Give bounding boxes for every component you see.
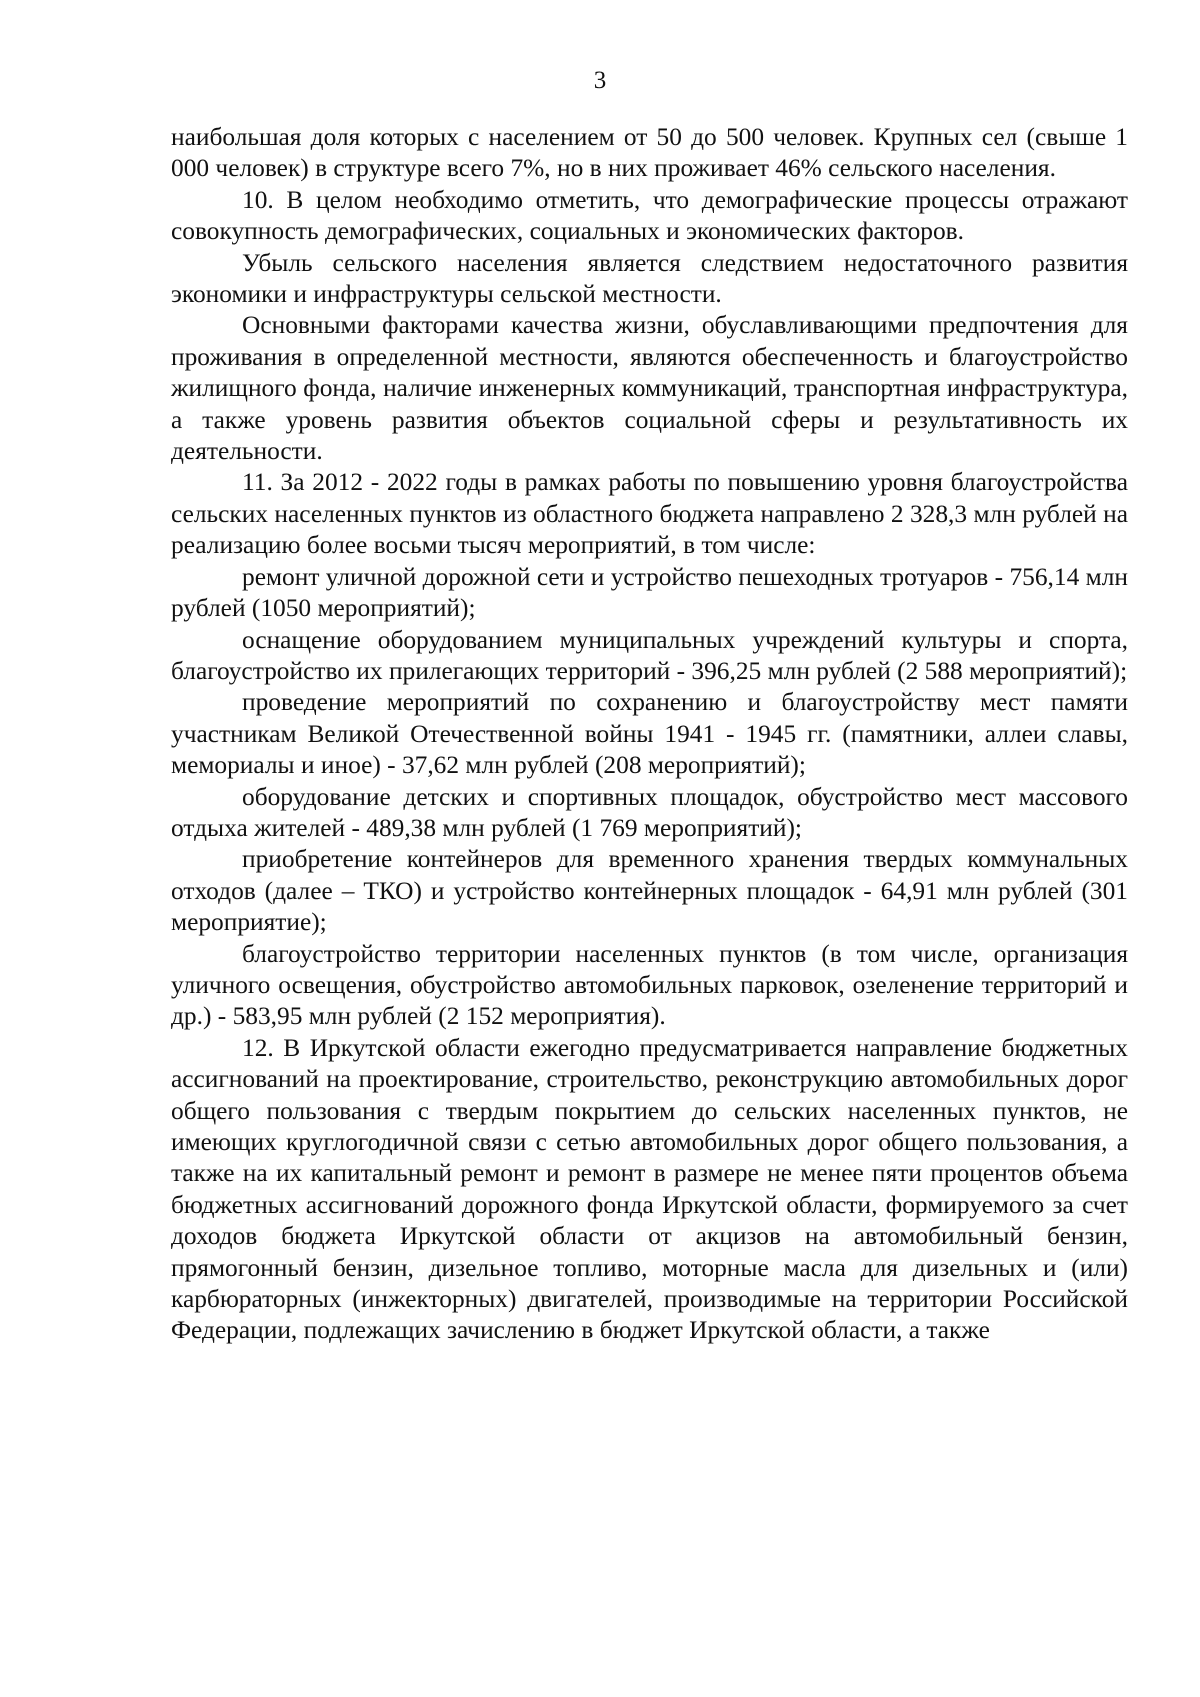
list-item: благоустройство территории населенных пунктов (в том числе, организация уличного освещения, обустройство автомобильных парковок, озеленение территорий и др.) - 583,95 млн рублей (2 152 мероприятия).	[171, 939, 1128, 1031]
list-item: оборудование детских и спортивных площадок, обустройство мест массового отдыха жителей - 489,38 млн рублей (1 769 мероприятий);	[171, 782, 1128, 842]
list-item: оснащение оборудованием муниципальных учреждений культуры и спорта, благоустройство их прилегающих территорий - 396,25 млн рублей (2 588 мероприятий);	[171, 625, 1128, 685]
paragraph: 11. За 2012 - 2022 годы в рамках работы по повышению уровня благоустройства сельских населенных пунктов из областного бюджета направлено 2 328,3 млн рублей на реализацию более восьми тысяч мероприятий, в том числе:	[171, 468, 1128, 560]
paragraph: 12. В Иркутской области ежегодно предусматривается направление бюджетных ассигнований на проектирование, строительство, реконструкцию автомобильных дорог общего пользования с твердым покрытием до сельских населенных пунктов, не имеющих круглогодичной связи с сетью автомобильных дорог общего пользования, а также на их капитальный ремонт и ремонт в размере не менее пяти процентов объема бюджетных ассигнований дорожного фонда Иркутской области, формируемого за счет доходов бюджета Иркутской области от акцизов на автомобильный бензин, прямогонный бензин, дизельное топливо, моторные масла для дизельных и (или) карбюраторных (инжекторных) двигателей, производимые на территории Российской Федерации, подлежащих зачислению в бюджет Иркутской области, а также	[171, 1033, 1128, 1345]
paragraph: Убыль сельского населения является следствием недостаточного развития экономики и инфраструктуры сельской местности.	[171, 248, 1128, 309]
list-item: ремонт уличной дорожной сети и устройство пешеходных тротуаров - 756,14 млн рублей (1050 мероприятий);	[171, 562, 1128, 623]
paragraph: 10. В целом необходимо отметить, что демографические процессы отражают совокупность демографических, социальных и экономических факторов.	[171, 185, 1128, 246]
paragraph: Основными факторами качества жизни, обуславливающими предпочтения для проживания в определенной местности, являются обеспеченность и благоустройство жилищного фонда, наличие инженерных коммуникаций, транспортная инфраструктура, а также уровень развития объектов социальной сферы и результативность их деятельности.	[171, 311, 1128, 466]
list-item: проведение мероприятий по сохранению и благоустройству мест памяти участникам Великой Отечественной войны 1941 - 1945 гг. (памятники, аллеи славы, мемориалы и иное) - 37,62 млн рублей (208 мероприятий);	[171, 688, 1128, 780]
list-item: приобретение контейнеров для временного хранения твердых коммунальных отходов (далее – ТКО) и устройство контейнерных площадок - 64,91 млн рублей (301 мероприятие);	[171, 845, 1128, 937]
page-number: 3	[593, 67, 607, 94]
paragraph: наибольшая доля которых с населением от 50 до 500 человек. Крупных сел (свыше 1 000 человек) в структуре всего 7%, но в них проживает 46% сельского населения.	[171, 123, 1128, 183]
body-text	[171, 122, 1128, 1347]
